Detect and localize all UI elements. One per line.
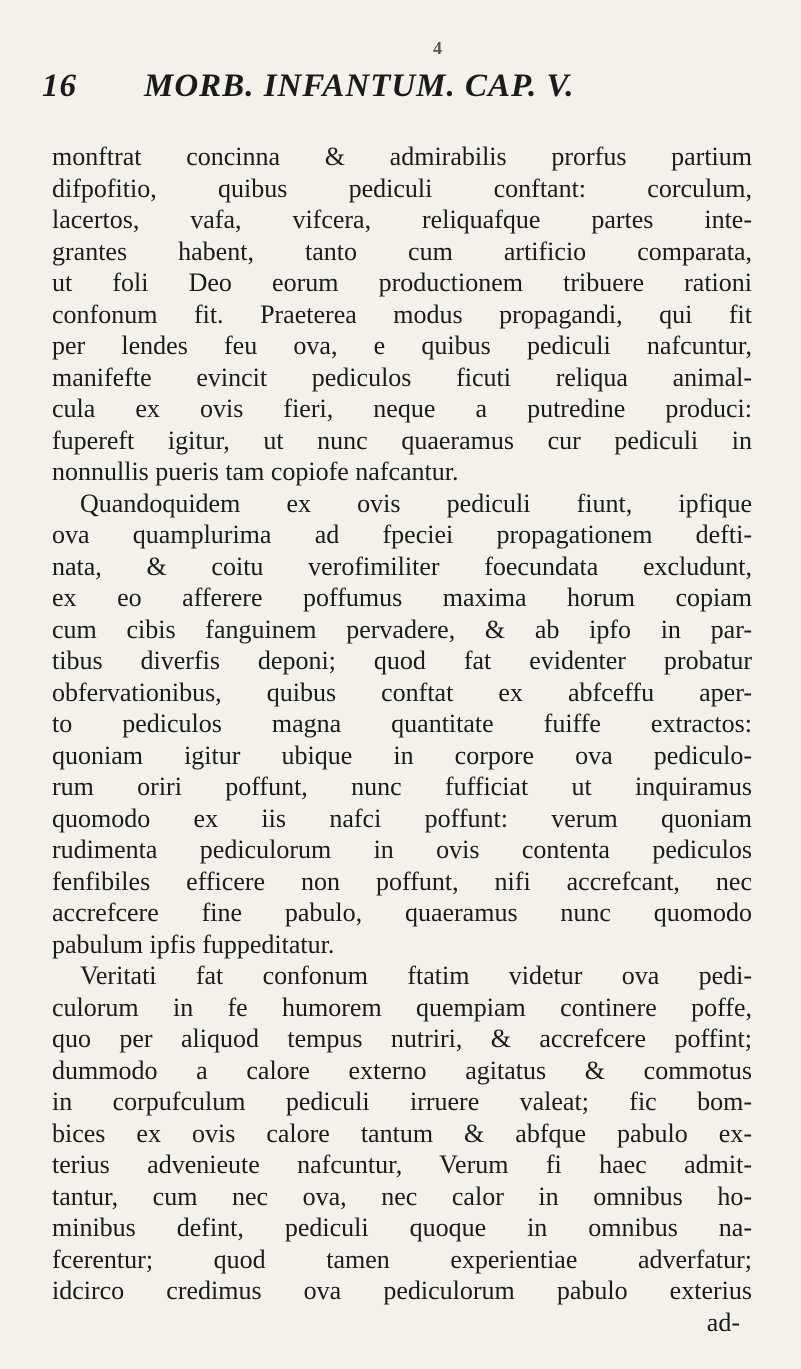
text-line: tibus diverfis deponi; quod fat evidenter probatur bbox=[52, 646, 752, 675]
text-line: Veritati fat confonum ftatim videtur ova pedi- bbox=[80, 961, 752, 990]
text-line: quoniam igitur ubique in corpore ova pediculo- bbox=[52, 740, 752, 770]
text-line: cum cibis fanguinem pervadere, & ab ipfo in par- bbox=[52, 614, 752, 644]
text-line: ova quamplurima ad fpeciei propagationem defti- bbox=[52, 520, 752, 549]
text-line: grantes habent, tanto cum artificio comparata, bbox=[52, 236, 752, 266]
text-line: rum oriri poffunt, nunc fufficiat ut inquiramus bbox=[52, 772, 752, 801]
text-line: lacertos, vafa, vifcera, reliquafque partes inte- bbox=[52, 205, 752, 234]
page-number: 16 bbox=[42, 68, 77, 104]
text-line: per lendes feu ova, e quibus pediculi nafcuntur, bbox=[52, 331, 752, 360]
text-line: ex eo afferere poffumus maxima horum copiam bbox=[52, 583, 752, 612]
text-line: fenfibiles efficere non poffunt, nifi accrefcant, nec bbox=[52, 866, 752, 896]
running-title: MORB. INFANTUM. CAP. V. bbox=[144, 68, 575, 104]
body-text bbox=[52, 141, 752, 1338]
text-line: ut foli Deo eorum productionem tribuere rationi bbox=[52, 268, 752, 297]
text-line: minibus defint, pediculi quoque in omnibus na- bbox=[52, 1213, 752, 1242]
text-line: terius advenieute nafcuntur, Verum fi haec admit- bbox=[52, 1150, 752, 1179]
text-line: quomodo ex iis nafci poffunt: verum quoniam bbox=[52, 803, 752, 833]
text-line: nonnullis pueris tam copiofe nafcantur. bbox=[52, 457, 459, 486]
text-line: pabulum ipfis fuppeditatur. bbox=[52, 929, 335, 959]
text-line: obfervationibus, quibus conftat ex abfceffu aper- bbox=[52, 677, 752, 707]
text-line: nata, & coitu verofimiliter foecundata excludunt, bbox=[52, 551, 752, 581]
text-line: cula ex ovis fieri, neque a putredine produci: bbox=[52, 394, 752, 423]
text-line: confonum fit. Praeterea modus propagandi, qui fit bbox=[52, 299, 752, 329]
text-line: accrefcere fine pabulo, quaeramus nunc quomodo bbox=[52, 898, 752, 927]
text-line: Quandoquidem ex ovis pediculi fiunt, ipfique bbox=[80, 488, 752, 518]
text-line: monftrat concinna & admirabilis prorfus partium bbox=[52, 142, 752, 171]
text-line: to pediculos magna quantitate fuiffe extractos: bbox=[52, 709, 752, 738]
text-line: manifefte evincit pediculos ficuti reliqua animal- bbox=[52, 362, 752, 392]
text-line: tantur, cum nec ova, nec calor in omnibus ho- bbox=[52, 1181, 752, 1211]
text-line: in corpufculum pediculi irruere valeat; fic bom- bbox=[52, 1087, 752, 1116]
text-line: bices ex ovis calore tantum & abfque pabulo ex- bbox=[52, 1118, 752, 1148]
text-line: difpofitio, quibus pediculi conftant: corculum, bbox=[52, 173, 752, 203]
text-line: rudimenta pediculorum in ovis contenta pediculos bbox=[52, 835, 752, 864]
text-line: fupereft igitur, ut nunc quaeramus cur pediculi in bbox=[52, 425, 752, 455]
text-line: quo per aliquod tempus nutriri, & accrefcere poffint; bbox=[52, 1024, 752, 1053]
printer-mark: 4 bbox=[433, 38, 442, 58]
text-line: dummodo a calore externo agitatus & commotus bbox=[52, 1055, 752, 1085]
text-line: idcirco credimus ova pediculorum pabulo exterius bbox=[52, 1276, 752, 1305]
text-line: fcerentur; quod tamen experientiae adverfatur; bbox=[52, 1244, 752, 1274]
running-header bbox=[42, 68, 742, 114]
catchword: ad- bbox=[706, 1307, 740, 1337]
text-line: culorum in fe humorem quempiam continere poffe, bbox=[52, 992, 752, 1022]
